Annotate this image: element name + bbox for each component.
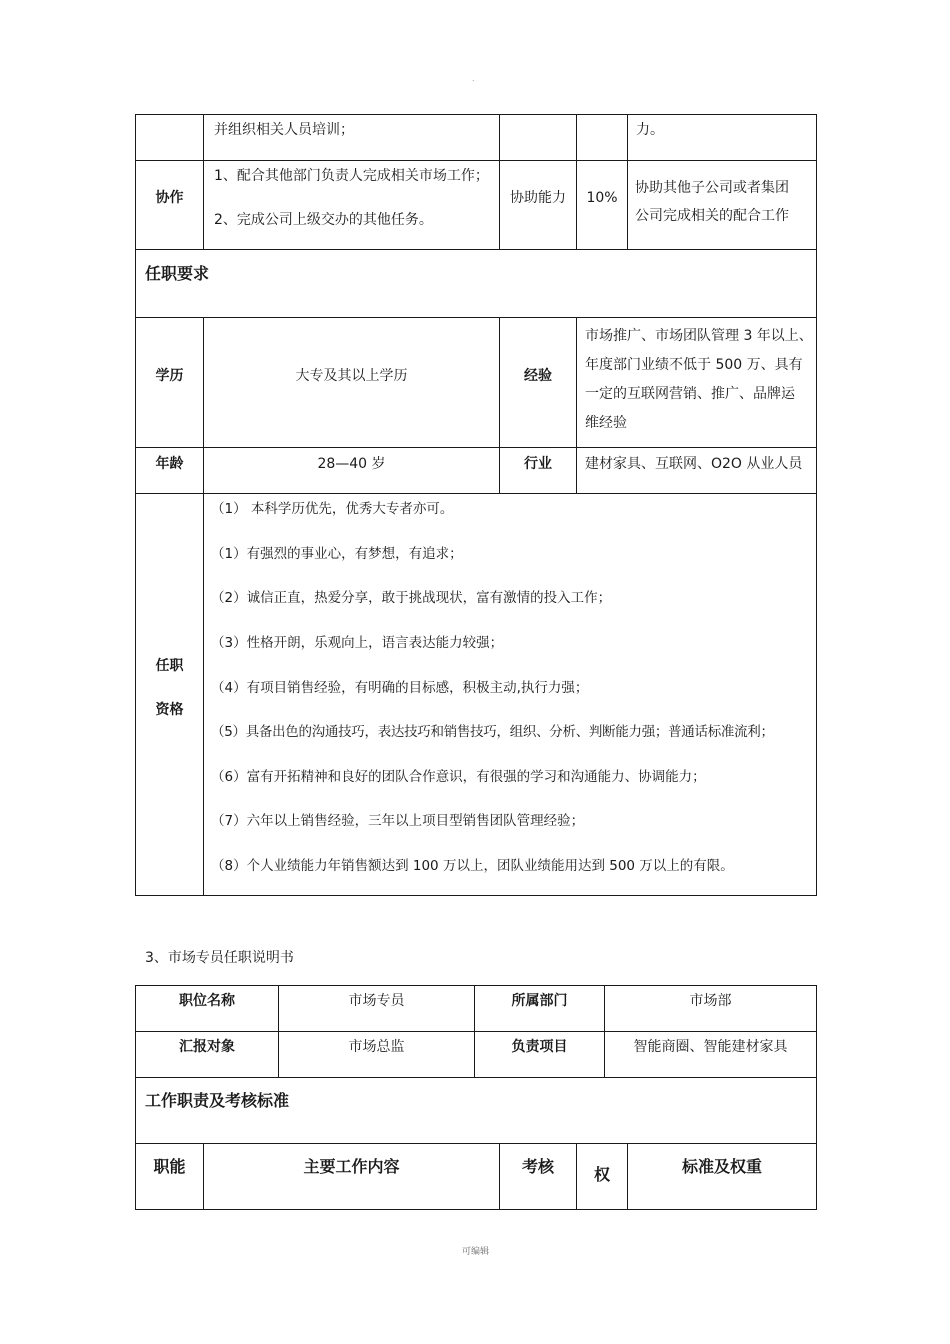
experience-line: 维经验: [585, 415, 627, 431]
page-top-mark: .: [472, 74, 475, 83]
collab-standard-line: 公司完成相关的配合工作: [635, 208, 789, 224]
row-divider: [135, 1031, 817, 1032]
collab-duty-item: 1、配合其他部门负责人完成相关市场工作；: [214, 168, 489, 184]
position-value: 市场专员: [348, 993, 405, 1009]
row-divider: [135, 317, 817, 318]
row-divider: [135, 493, 817, 494]
qualification-item: （7）六年以上销售经验，三年以上项目型销售团队管理经验；: [211, 813, 585, 829]
qualification-item: （5）具备出色的沟通技巧，表达技巧和销售技巧，组织、分析、判断能力强；普通话标准流利；: [211, 724, 774, 740]
position-label: 职位名称: [179, 993, 235, 1009]
qualification-item: （4）有项目销售经验，有明确的目标感，积极主动,执行力强；: [211, 680, 589, 696]
project-label: 负责项目: [511, 1039, 568, 1055]
page-footer: 可编辑: [462, 1247, 490, 1257]
col-header-standard: 标准及权重: [681, 1157, 762, 1176]
col-divider: [499, 114, 500, 249]
qualification-item: （1） 本科学历优先，优秀大专者亦可。: [211, 501, 454, 517]
col-header-assess: 考核: [521, 1157, 554, 1176]
row-divider: [135, 249, 817, 250]
education-value: 大专及其以上学历: [295, 368, 408, 384]
qualification-item: （3）性格开朗，乐观向上，语言表达能力较强；: [211, 635, 504, 651]
col-divider: [627, 114, 628, 249]
row-divider: [135, 1077, 817, 1078]
project-value: 智能商圈、智能建材家具: [633, 1039, 788, 1055]
section-heading: 3、市场专员任职说明书: [145, 950, 294, 966]
requirements-heading: 任职要求: [145, 264, 210, 283]
col-header-weight: 权: [593, 1165, 610, 1184]
experience-line: 一定的互联网营销、推广、品牌运: [585, 386, 795, 402]
age-label: 年龄: [155, 456, 184, 472]
row-divider: [135, 447, 817, 448]
experience-line: 市场推广、市场团队管理 3 年以上、: [585, 328, 813, 344]
department-value: 市场部: [689, 993, 732, 1009]
qualification-item: （2）诚信正直，热爱分享，敢于挑战现状，富有激情的投入工作；: [211, 590, 612, 606]
industry-label: 行业: [524, 456, 552, 472]
qualification-label: 资格: [155, 702, 184, 718]
row-divider: [135, 1143, 817, 1144]
collab-metric: 协助能力: [510, 190, 566, 206]
qualification-label: 任职: [155, 658, 184, 674]
collab-weight: 10%: [586, 190, 618, 206]
qualification-item: （8）个人业绩能力年销售额达到 100 万以上，团队业绩能用达到 500 万以上的有限。: [211, 858, 734, 874]
col-divider: [203, 493, 204, 896]
age-value: 28—40 岁: [317, 456, 386, 472]
education-label: 学历: [155, 368, 184, 384]
report-to-value: 市场总监: [348, 1039, 405, 1055]
col-divider: [203, 114, 204, 249]
row-divider: [135, 160, 817, 161]
col-header-content: 主要工作内容: [303, 1157, 400, 1176]
collab-duty-item: 2、完成公司上级交办的其他任务。: [214, 212, 433, 228]
function-collab-label: 协作: [155, 190, 184, 206]
industry-value: 建材家具、互联网、O2O 从业人员: [585, 456, 803, 472]
experience-label: 经验: [524, 368, 552, 384]
col-divider: [576, 114, 577, 249]
collab-standard-line: 协助其他子公司或者集团: [635, 180, 789, 196]
continued-standard-text: 力。: [636, 122, 664, 138]
col-divider: [576, 317, 577, 493]
experience-line: 年度部门业绩不低于 500 万、具有: [585, 357, 803, 373]
department-label: 所属部门: [511, 993, 568, 1009]
qualification-item: （1）有强烈的事业心，有梦想，有追求；: [211, 546, 463, 562]
duties-heading: 工作职责及考核标准: [145, 1091, 290, 1110]
continued-duty-text: 并组织相关人员培训；: [214, 122, 354, 138]
report-to-label: 汇报对象: [179, 1039, 235, 1055]
col-header-function: 职能: [153, 1157, 186, 1176]
qualification-item: （6）富有开拓精神和良好的团队合作意识，有很强的学习和沟通能力、协调能力；: [211, 769, 706, 785]
